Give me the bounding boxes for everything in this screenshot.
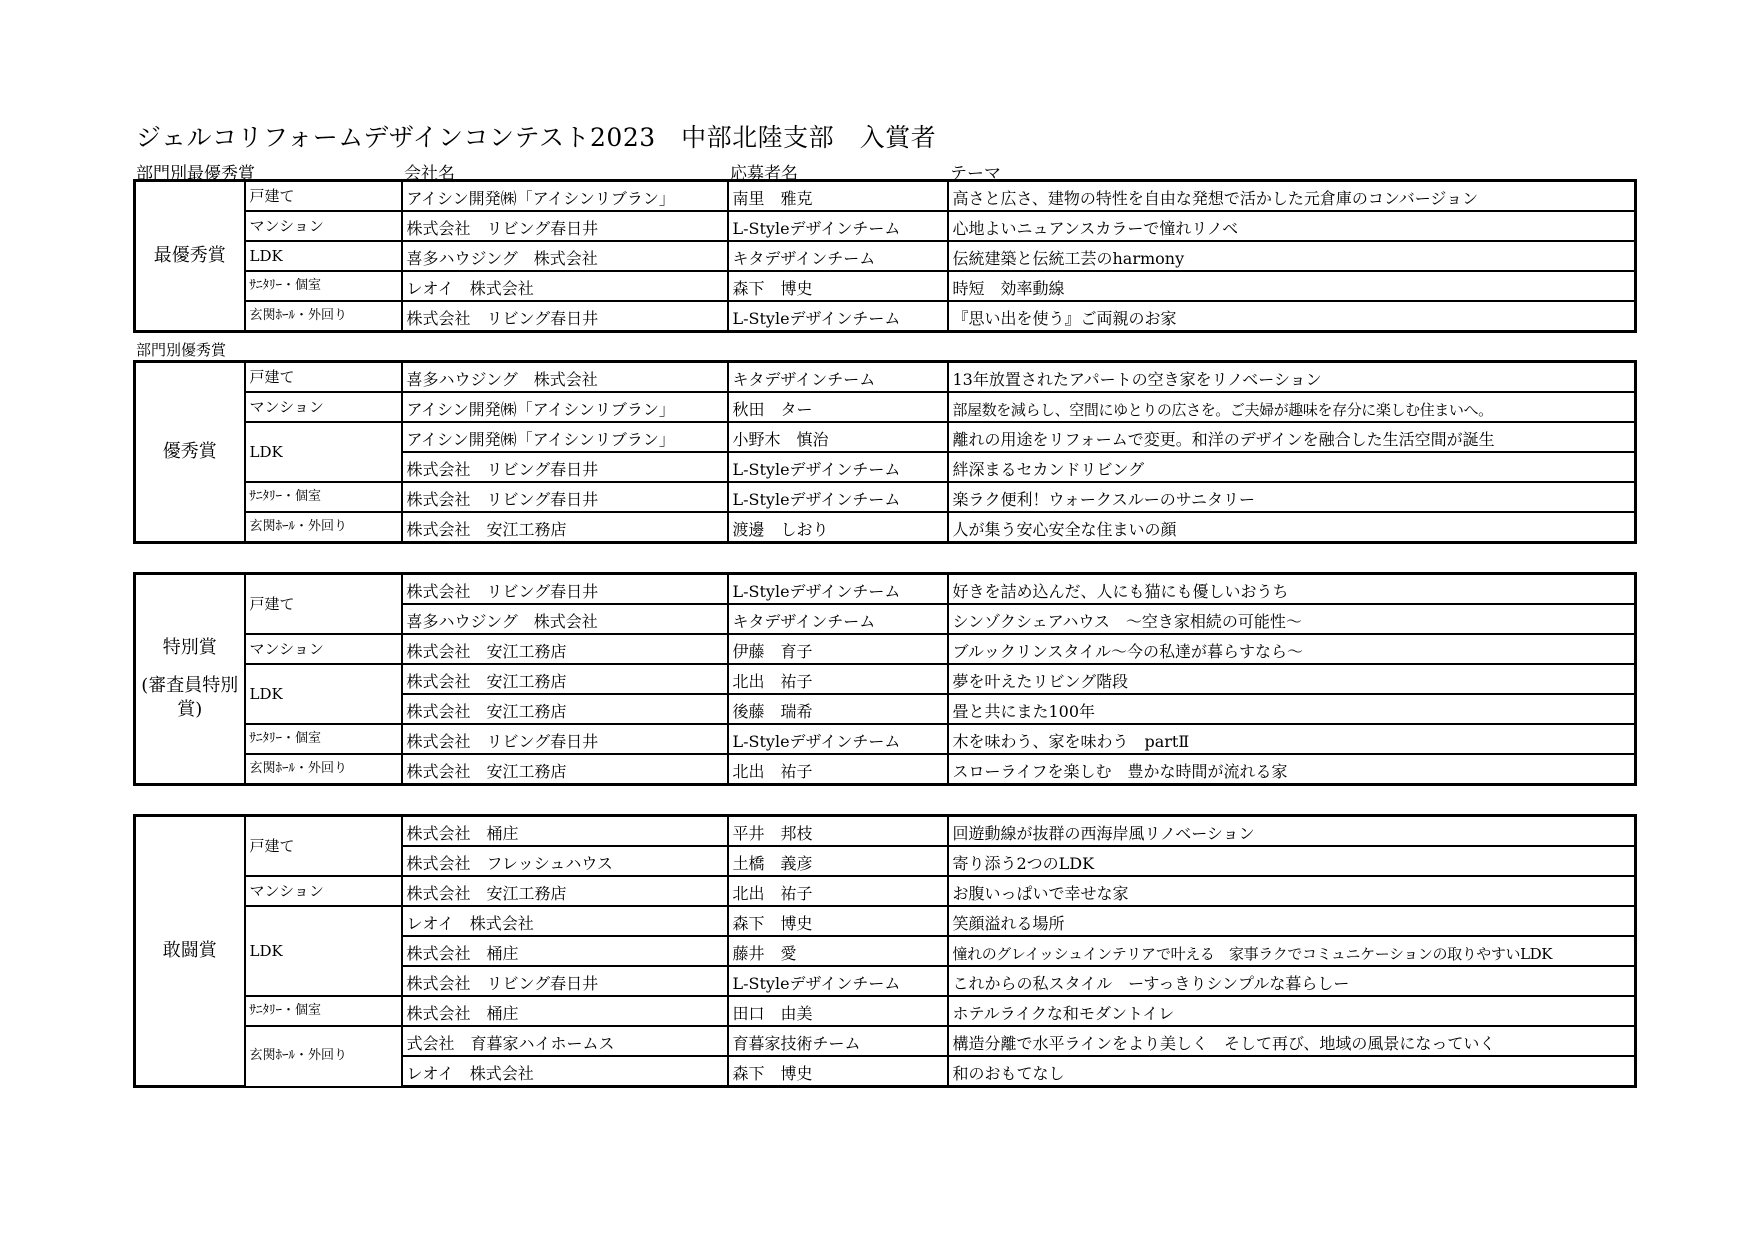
theme-cell: 絆深まるセカンドリビング: [948, 452, 1636, 482]
dept-cell: マンション: [245, 392, 402, 422]
section1-label: 部門別最優秀賞: [136, 164, 255, 184]
theme-cell: 伝統建築と伝統工芸のharmony: [948, 241, 1636, 271]
awards-table-excellence: [133, 360, 1637, 544]
dept-cell: LDK: [245, 664, 402, 724]
applicant-cell: 小野木 慎治: [728, 422, 948, 452]
theme-cell: シンゾクシェアハウス ～空き家相続の可能性～: [948, 604, 1636, 634]
company-cell: 株式会社 安江工務店: [402, 664, 728, 694]
theme-cell: 13年放置されたアパートの空き家をリノベーション: [948, 362, 1636, 393]
company-cell: 喜多ハウジング 株式会社: [402, 604, 728, 634]
dept-cell: マンション: [245, 876, 402, 906]
theme-cell: 畳と共にまた100年: [948, 694, 1636, 724]
applicant-cell: 森下 博史: [728, 906, 948, 936]
theme-cell: 時短 効率動線: [948, 271, 1636, 301]
applicant-cell: 田口 由美: [728, 996, 948, 1026]
applicant-cell: 森下 博史: [728, 1056, 948, 1087]
theme-cell: 回遊動線が抜群の西海岸風リノベーション: [948, 816, 1636, 847]
applicant-cell: L-Styleデザインチーム: [728, 452, 948, 482]
applicant-cell: 北出 祐子: [728, 664, 948, 694]
theme-cell: ブルックリンスタイル～今の私達が暮らすなら～: [948, 634, 1636, 664]
company-cell: アイシン開発㈱「アイシンリブラン」: [402, 181, 728, 212]
company-cell: 株式会社 リビング春日井: [402, 966, 728, 996]
theme-cell: これからの私スタイル ーすっきりシンプルな暮らしー: [948, 966, 1636, 996]
dept-cell: 戸建て: [245, 816, 402, 877]
theme-cell: お腹いっぱいで幸せな家: [948, 876, 1636, 906]
theme-cell: 寄り添う2つのLDK: [948, 846, 1636, 876]
theme-cell: 木を味わう、家を味わう partⅡ: [948, 724, 1636, 754]
applicant-cell: L-Styleデザインチーム: [728, 301, 948, 332]
applicant-cell: L-Styleデザインチーム: [728, 724, 948, 754]
applicant-cell: 北出 祐子: [728, 876, 948, 906]
dept-cell: マンション: [245, 634, 402, 664]
company-cell: 株式会社 安江工務店: [402, 634, 728, 664]
applicant-cell: 南里 雅克: [728, 181, 948, 212]
theme-cell: ホテルライクな和モダントイレ: [948, 996, 1636, 1026]
company-cell: 喜多ハウジング 株式会社: [402, 241, 728, 271]
company-cell: 株式会社 桶庄: [402, 816, 728, 847]
dept-cell: 戸建て: [245, 362, 402, 393]
company-cell: 株式会社 リビング春日井: [402, 574, 728, 605]
dept-cell: ｻﾆﾀﾘｰ・個室: [245, 724, 402, 754]
applicant-cell: L-Styleデザインチーム: [728, 966, 948, 996]
applicant-cell: 秋田 ター: [728, 392, 948, 422]
applicant-cell: 伊藤 育子: [728, 634, 948, 664]
theme-cell: 離れの用途をリフォームで変更。和洋のデザインを融合した生活空間が誕生: [948, 422, 1636, 452]
dept-cell: 玄関ﾎｰﾙ・外回り: [245, 1026, 402, 1087]
theme-cell: 好きを詰め込んだ、人にも猫にも優しいおうち: [948, 574, 1636, 605]
award-category: [135, 574, 245, 785]
applicant-cell: 土橋 義彦: [728, 846, 948, 876]
dept-cell: 玄関ﾎｰﾙ・外回り: [245, 754, 402, 785]
company-cell: 株式会社 安江工務店: [402, 754, 728, 785]
award-category: 優秀賞: [135, 362, 245, 543]
applicant-cell: 北出 祐子: [728, 754, 948, 785]
theme-cell: 心地よいニュアンスカラーで憧れリノベ: [948, 211, 1636, 241]
dept-cell: LDK: [245, 906, 402, 996]
company-cell: アイシン開発㈱「アイシンリブラン」: [402, 422, 728, 452]
company-cell: 株式会社 桶庄: [402, 936, 728, 966]
applicant-cell: 後藤 瑞希: [728, 694, 948, 724]
dept-cell: マンション: [245, 211, 402, 241]
applicant-cell: 渡邊 しおり: [728, 512, 948, 543]
company-cell: アイシン開発㈱「アイシンリブラン」: [402, 392, 728, 422]
company-column-header: 会社名: [404, 164, 455, 184]
company-cell: 株式会社 桶庄: [402, 996, 728, 1026]
theme-cell: 高さと広さ、建物の特性を自由な発想で活かした元倉庫のコンバージョン: [948, 181, 1636, 212]
awards-table-special: [133, 572, 1637, 786]
applicant-cell: キタデザインチーム: [728, 362, 948, 393]
awards-table-fighting-spirit: [133, 814, 1637, 1088]
company-cell: 喜多ハウジング 株式会社: [402, 362, 728, 393]
dept-cell: ｻﾆﾀﾘｰ・個室: [245, 271, 402, 301]
dept-cell: LDK: [245, 241, 402, 271]
company-cell: 株式会社 リビング春日井: [402, 482, 728, 512]
dept-cell: 戸建て: [245, 181, 402, 212]
theme-cell: 笑顔溢れる場所: [948, 906, 1636, 936]
applicant-cell: L-Styleデザインチーム: [728, 482, 948, 512]
company-cell: 株式会社 リビング春日井: [402, 301, 728, 332]
theme-cell: 憧れのグレイッシュインテリアで叶える 家事ラクでコミュニケーションの取りやすいLDK: [948, 936, 1636, 966]
theme-cell: 人が集う安心安全な住まいの顔: [948, 512, 1636, 543]
company-cell: 株式会社 安江工務店: [402, 694, 728, 724]
company-cell: レオイ 株式会社: [402, 1056, 728, 1087]
dept-cell: LDK: [245, 422, 402, 482]
applicant-cell: 森下 博史: [728, 271, 948, 301]
applicant-cell: 藤井 愛: [728, 936, 948, 966]
applicant-column-header: 応募者名: [730, 164, 798, 184]
theme-cell: 構造分離で水平ラインをより美しく そして再び、地域の風景になっていく: [948, 1026, 1636, 1056]
theme-cell: 部屋数を減らし、空間にゆとりの広さを。ご夫婦が趣味を存分に楽しむ住まいへ。: [948, 392, 1636, 422]
company-cell: 式会社 育暮家ハイホームス: [402, 1026, 728, 1056]
applicant-cell: キタデザインチーム: [728, 241, 948, 271]
document-title: ジェルコリフォームデザインコンテスト2023 中部北陸支部 入賞者: [136, 123, 937, 152]
company-cell: 株式会社 安江工務店: [402, 876, 728, 906]
company-cell: レオイ 株式会社: [402, 271, 728, 301]
company-cell: 株式会社 安江工務店: [402, 512, 728, 543]
theme-cell: スローライフを楽しむ 豊かな時間が流れる家: [948, 754, 1636, 785]
applicant-cell: 平井 邦枝: [728, 816, 948, 847]
applicant-cell: 育暮家技術チーム: [728, 1026, 948, 1056]
company-cell: 株式会社 フレッシュハウス: [402, 846, 728, 876]
company-cell: レオイ 株式会社: [402, 906, 728, 936]
dept-cell: 玄関ﾎｰﾙ・外回り: [245, 512, 402, 543]
theme-cell: 『思い出を使う』ご両親のお家: [948, 301, 1636, 332]
theme-column-header: テーマ: [950, 164, 1001, 184]
applicant-cell: キタデザインチーム: [728, 604, 948, 634]
dept-cell: ｻﾆﾀﾘｰ・個室: [245, 996, 402, 1026]
award-category-subtitle: (審査員特別賞): [141, 675, 239, 720]
company-cell: 株式会社 リビング春日井: [402, 211, 728, 241]
award-category: 最優秀賞: [135, 181, 245, 332]
section2-label: 部門別優秀賞: [136, 341, 227, 359]
award-category: 敢闘賞: [135, 816, 245, 1087]
dept-cell: 玄関ﾎｰﾙ・外回り: [245, 301, 402, 332]
company-cell: 株式会社 リビング春日井: [402, 724, 728, 754]
theme-cell: 夢を叶えたリビング階段: [948, 664, 1636, 694]
theme-cell: 楽ラク便利！ウォークスルーのサニタリー: [948, 482, 1636, 512]
dept-cell: ｻﾆﾀﾘｰ・個室: [245, 482, 402, 512]
award-category-name: 特別賞: [162, 637, 217, 658]
awards-table-grand-prize: [133, 179, 1637, 333]
company-cell: 株式会社 リビング春日井: [402, 452, 728, 482]
dept-cell: 戸建て: [245, 574, 402, 635]
applicant-cell: L-Styleデザインチーム: [728, 211, 948, 241]
theme-cell: 和のおもてなし: [948, 1056, 1636, 1087]
applicant-cell: L-Styleデザインチーム: [728, 574, 948, 605]
